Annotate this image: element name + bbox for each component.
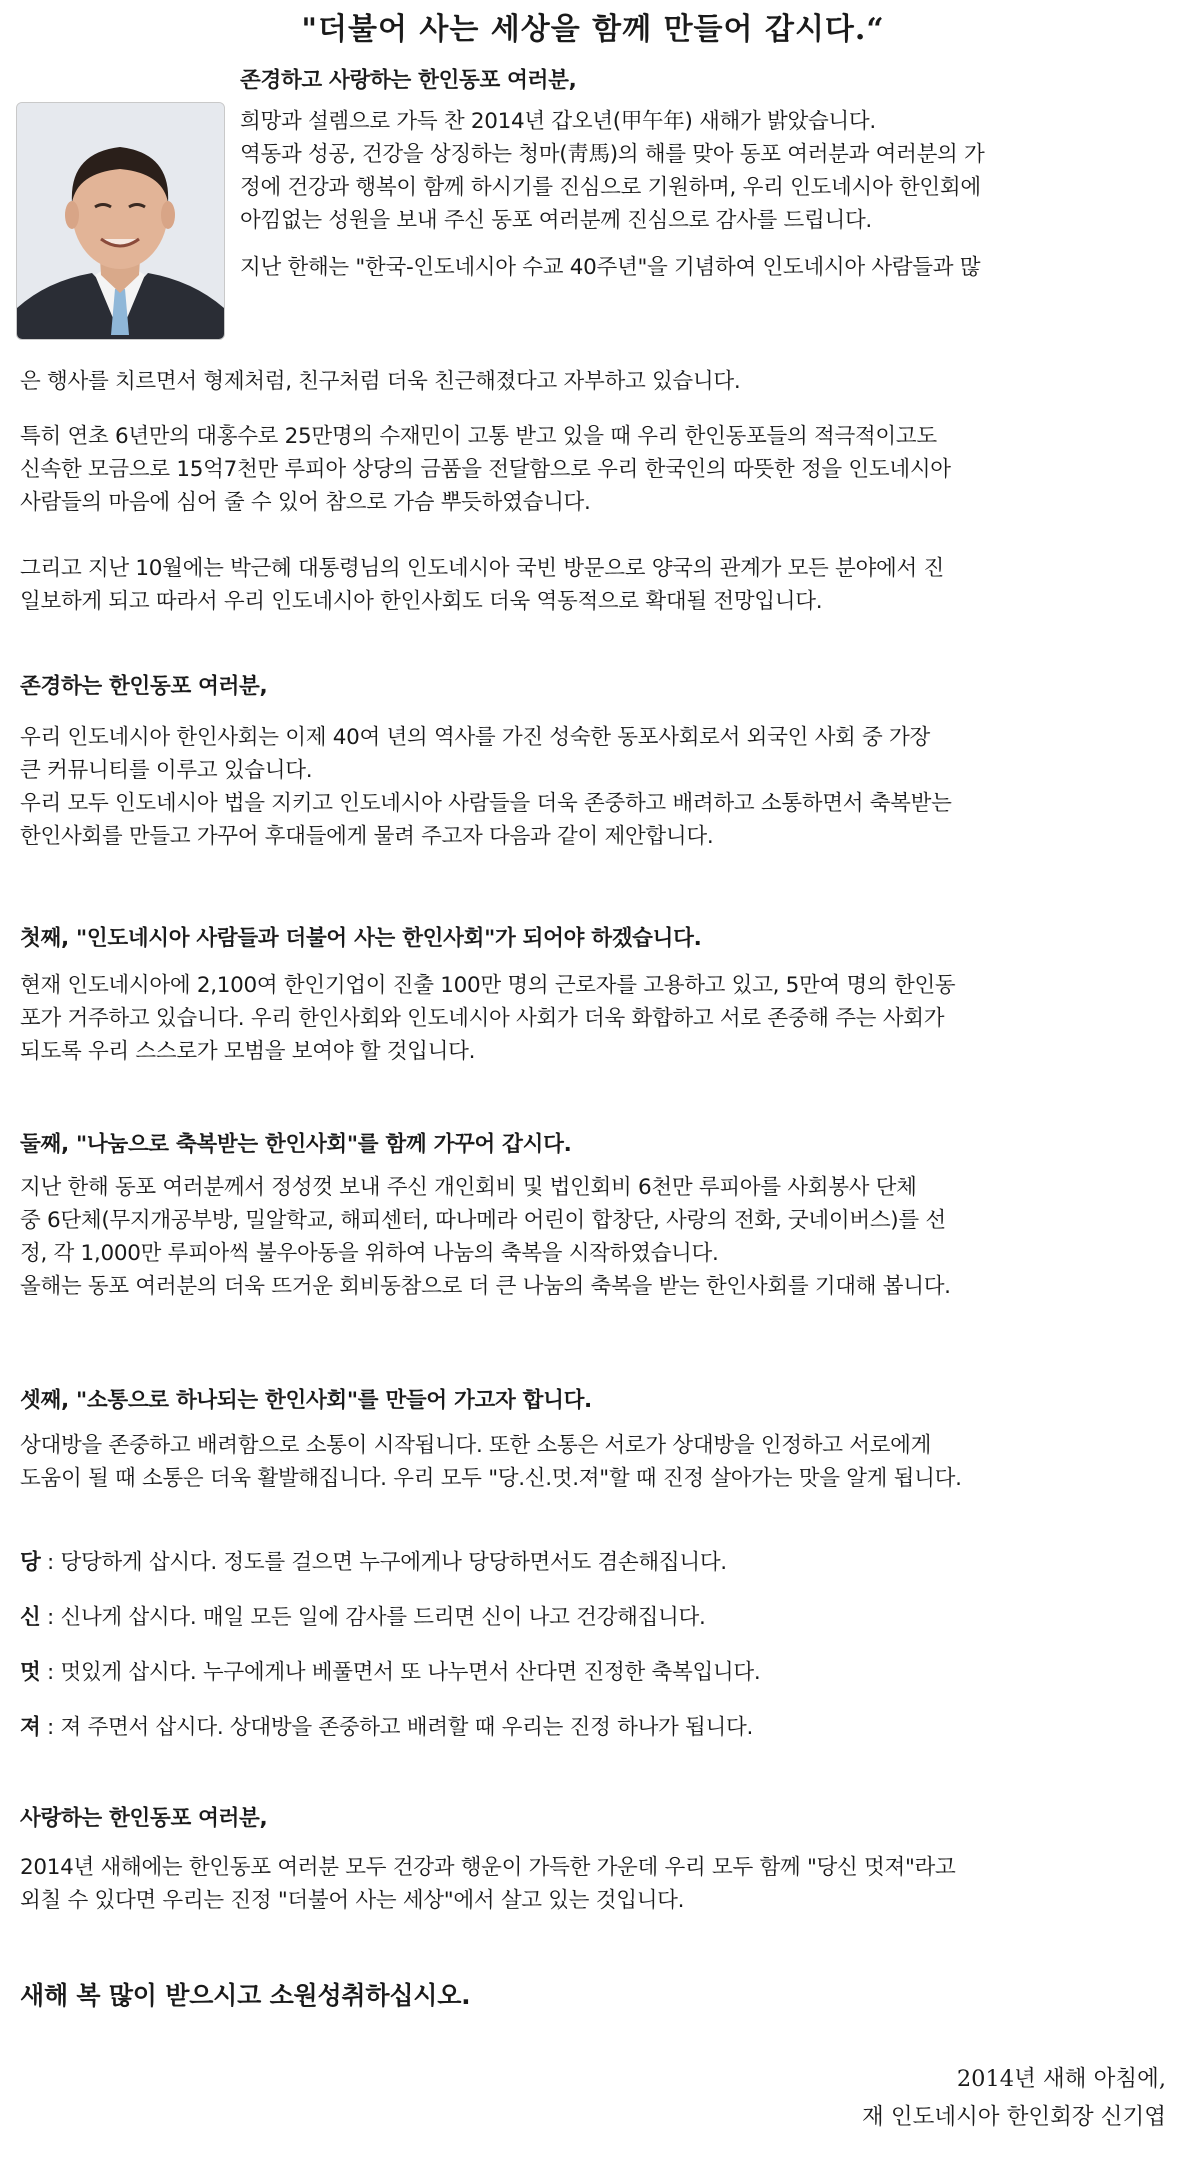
- first-line-2: 포가 거주하고 있습니다. 우리 한인사회와 인도네시아 사회가 더욱 화합하고 서로 존중해 주는 사회가: [20, 1006, 945, 1031]
- third-heading: 셋째, "소통으로 하나되는 한인사회"를 만들어 가고자 합니다.: [20, 1388, 592, 1413]
- intro-p2-first: 지난 한해는 "한국-인도네시아 수교 40주년"을 기념하여 인도네시아 사람들과 많: [240, 255, 981, 280]
- section-2: [20, 670, 1166, 853]
- third-line-1: 상대방을 존중하고 배려함으로 소통이 시작됩니다. 또한 소통은 서로가 상대방을 인정하고 서로에게: [20, 1433, 932, 1458]
- p3-line-3: 사람들의 마음에 심어 줄 수 있어 참으로 가슴 뿌듯하였습니다.: [20, 490, 591, 515]
- first-heading: 첫째, "인도네시아 사람들과 더불어 사는 한인사회"가 되어야 하겠습니다.: [20, 926, 702, 951]
- final-line-2: 외칠 수 있다면 우리는 진정 "더불어 사는 세상"에서 살고 있는 것입니다.: [20, 1888, 685, 1913]
- intro-line-4: 아낌없는 성원을 보내 주신 동포 여러분께 진심으로 감사를 드립니다.: [240, 208, 872, 233]
- section-2-line-3: 우리 모두 인도네시아 법을 지키고 인도네시아 사람들을 더욱 존중하고 배려하고 소통하면서 축복받는: [20, 791, 952, 816]
- intro-line-1: 희망과 설렘으로 가득 찬 2014년 갑오년(甲午年) 새해가 밝았습니다.: [240, 109, 876, 134]
- motto-text-2: : 신나게 삽시다. 매일 모든 일에 감사를 드리면 신이 나고 건강해집니다.: [40, 1605, 706, 1630]
- motto-text-1: : 당당하게 삽시다. 정도를 걸으면 누구에게나 당당하면서도 겸손해집니다.: [40, 1550, 727, 1575]
- paragraph-4: [20, 552, 1166, 618]
- intro-block: [240, 64, 1166, 284]
- second-line-3: 정, 각 1,000만 루피아씩 불우아동을 위하여 나눔의 축복을 시작하였습니다.: [20, 1241, 719, 1266]
- section-first: [20, 922, 1166, 1068]
- motto-key-3: 멋: [20, 1660, 41, 1685]
- letter-title: "더불어 사는 세상을 함께 만들어 갑시다.“: [301, 12, 885, 47]
- motto-item-4: [20, 1711, 1166, 1744]
- motto-key-2: 신: [20, 1605, 41, 1630]
- motto-text-4: : 져 주면서 삽시다. 상대방을 존중하고 배려할 때 우리는 진정 하나가 됩니다.: [40, 1715, 753, 1740]
- motto-item-1: [20, 1546, 1166, 1579]
- intro-p2-rest: 은 행사를 치르면서 형제처럼, 친구처럼 더욱 친근해졌다고 자부하고 있습니다.: [20, 369, 741, 394]
- final-section: [20, 1802, 1166, 1917]
- signature-block: [862, 2060, 1166, 2136]
- section-second: [20, 1128, 1166, 1303]
- second-line-4: 올해는 동포 여러분의 더욱 뜨거운 회비동참으로 더 큰 나눔의 축복을 받는 한인사회를 기대해 봅니다.: [20, 1274, 951, 1299]
- portrait-photo: [16, 102, 225, 340]
- p3-line-1: 특히 연초 6년만의 대홍수로 25만명의 수재민이 고통 받고 있을 때 우리 한인동포들의 적극적이고도: [20, 424, 937, 449]
- second-heading: 둘째, "나눔으로 축복받는 한인사회"를 함께 가꾸어 갑시다.: [20, 1132, 572, 1157]
- intro-line-3: 정에 건강과 행복이 함께 하시기를 진심으로 기원하며, 우리 인도네시아 한인회에: [240, 175, 981, 200]
- intro-p2-rest-block: [20, 365, 1166, 398]
- final-heading: 사랑하는 한인동포 여러분,: [20, 1806, 268, 1831]
- p4-line-1: 그리고 지난 10월에는 박근혜 대통령님의 인도네시아 국빈 방문으로 양국의 관계가 모든 분야에서 진: [20, 556, 944, 581]
- motto-item-3: [20, 1656, 1166, 1689]
- intro-line-2: 역동과 성공, 건강을 상징하는 청마(靑馬)의 해를 맞아 동포 여러분과 여러분의 가: [240, 142, 985, 167]
- section-2-heading: 존경하는 한인동포 여러분,: [20, 674, 268, 699]
- p4-line-2: 일보하게 되고 따라서 우리 인도네시아 한인사회도 더욱 역동적으로 확대될 전망입니다.: [20, 589, 823, 614]
- first-line-3: 되도록 우리 스스로가 모범을 보여야 할 것입니다.: [20, 1039, 476, 1064]
- paragraph-3: [20, 420, 1166, 519]
- second-line-1: 지난 한해 동포 여러분께서 정성껏 보내 주신 개인회비 및 법인회비 6천만 루피아를 사회봉사 단체: [20, 1175, 917, 1200]
- motto-key-1: 당: [20, 1550, 41, 1575]
- closing-greeting: 새해 복 많이 받으시고 소원성취하십시오.: [20, 1981, 471, 2010]
- section-third: [20, 1384, 1166, 1495]
- motto-list: [20, 1546, 1166, 1744]
- third-line-2: 도움이 될 때 소통은 더욱 활발해집니다. 우리 모두 "당.신.멋.져"할 때 진정 살아가는 맛을 알게 됩니다.: [20, 1466, 962, 1491]
- intro-greeting: 존경하고 사랑하는 한인동포 여러분,: [240, 68, 577, 93]
- signature-date: 2014년 새해 아침에,: [956, 2066, 1166, 2092]
- final-line-1: 2014년 새해에는 한인동포 여러분 모두 건강과 행운이 가득한 가운데 우리 모두 함께 "당신 멋져"라고: [20, 1855, 956, 1880]
- signature-name: 재 인도네시아 한인회장 신기엽: [861, 2104, 1166, 2130]
- second-line-2: 중 6단체(무지개공부방, 밀알학교, 해피센터, 따나메라 어린이 합창단, 사랑의 전화, 굿네이버스)를 선: [20, 1208, 946, 1233]
- portrait-illustration: [17, 103, 224, 339]
- first-line-1: 현재 인도네시아에 2,100여 한인기업이 진출 100만 명의 근로자를 고용하고 있고, 5만여 명의 한인동: [20, 973, 956, 998]
- motto-text-3: : 멋있게 삽시다. 누구에게나 베풀면서 또 나누면서 산다면 진정한 축복입니다.: [40, 1660, 761, 1685]
- motto-key-4: 져: [20, 1715, 41, 1740]
- motto-item-2: [20, 1601, 1166, 1634]
- section-2-line-4: 한인사회를 만들고 가꾸어 후대들에게 물려 주고자 다음과 같이 제안합니다.: [20, 824, 714, 849]
- section-2-line-1: 우리 인도네시아 한인사회는 이제 40여 년의 역사를 가진 성숙한 동포사회로서 외국인 사회 중 가장: [20, 725, 930, 750]
- p3-line-2: 신속한 모금으로 15억7천만 루피아 상당의 금품을 전달함으로 우리 한국인의 따뜻한 정을 인도네시아: [20, 457, 951, 482]
- section-2-line-2: 큰 커뮤니티를 이루고 있습니다.: [20, 758, 313, 783]
